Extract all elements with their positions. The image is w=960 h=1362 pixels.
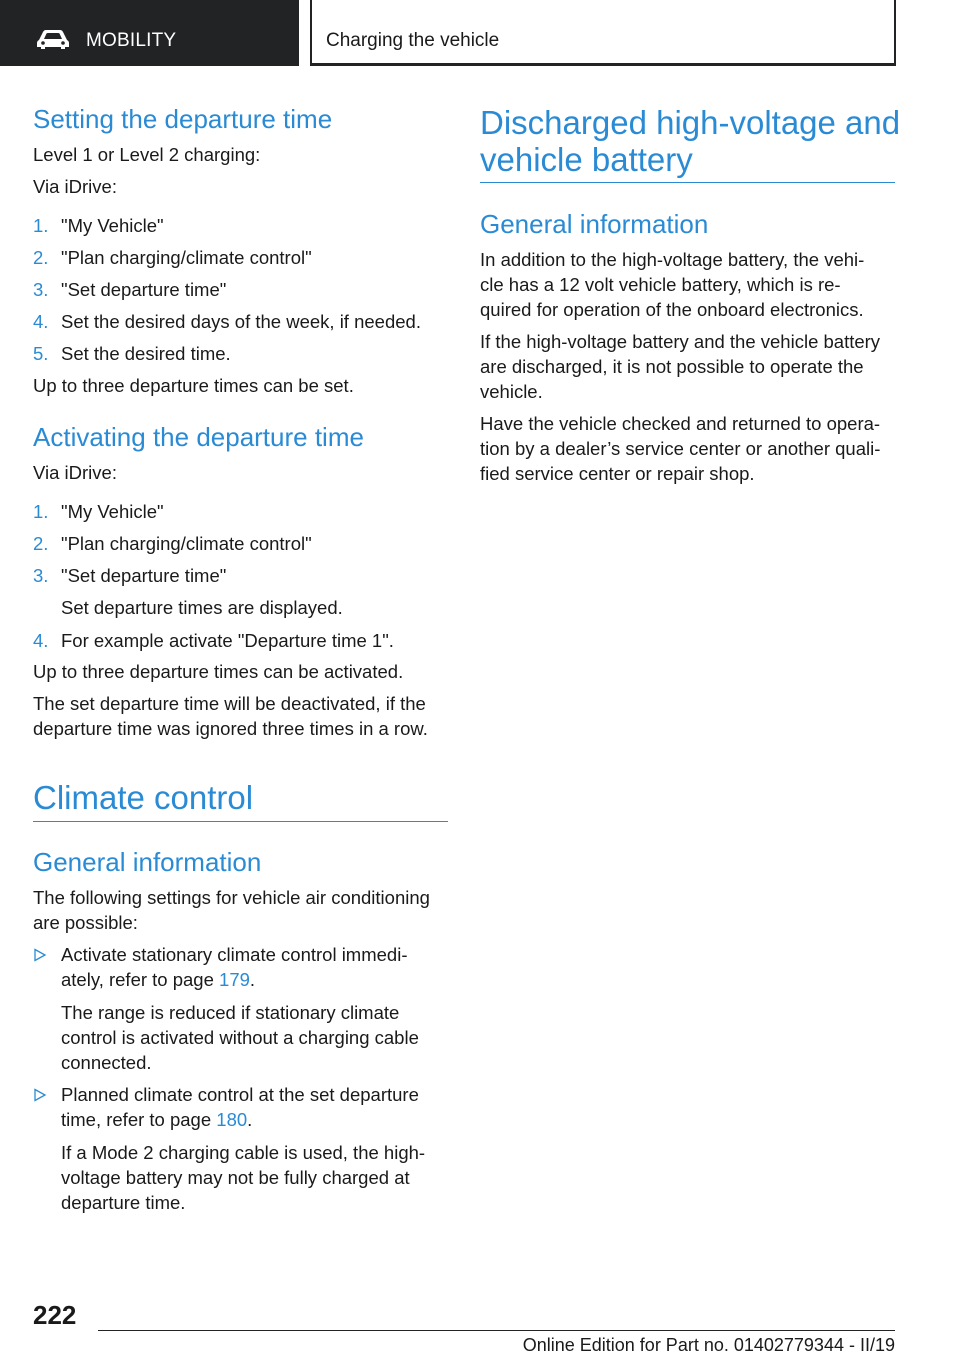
discharged-battery-title-line2: vehicle battery bbox=[480, 141, 693, 178]
activating-para-1: Up to three departure times can be activated. bbox=[33, 661, 404, 682]
setting-intro-2: Via iDrive: bbox=[33, 176, 117, 197]
bullet-note: If a Mode 2 charging cable is used, the high- bbox=[61, 1142, 426, 1163]
bullet-text-line2 bbox=[61, 967, 255, 992]
header-chapter-box bbox=[310, 0, 896, 66]
climate-general-info-heading: General information bbox=[33, 847, 262, 877]
para-line: vehicle. bbox=[480, 381, 543, 402]
bullet-text-prefix: ately, refer to page bbox=[61, 969, 220, 990]
step-number: 2. bbox=[33, 533, 49, 554]
para-line: In addition to the high-voltage battery, the vehi- bbox=[480, 249, 865, 270]
step-text: "Plan charging/climate control" bbox=[61, 247, 312, 268]
step-number: 2. bbox=[33, 247, 49, 268]
battery-para-3 bbox=[480, 411, 895, 486]
step-number: 5. bbox=[33, 343, 49, 364]
step-text: "My Vehicle" bbox=[61, 501, 164, 522]
bullet-text-line2 bbox=[61, 1107, 252, 1132]
step-text: "My Vehicle" bbox=[61, 215, 164, 236]
bullet-note: connected. bbox=[61, 1052, 152, 1073]
header-section-tab bbox=[0, 0, 299, 66]
activating-departure-heading: Activating the departure time bbox=[33, 422, 364, 452]
bullet-text-prefix: time, refer to page bbox=[61, 1109, 217, 1130]
para-line: fied service center or repair shop. bbox=[480, 463, 755, 484]
battery-general-info-heading: General information bbox=[480, 209, 709, 239]
setting-outro: Up to three departure times can be set. bbox=[33, 375, 354, 396]
activating-intro: Via iDrive: bbox=[33, 462, 117, 483]
step-text: Set the desired time. bbox=[61, 343, 231, 364]
step-text: "Set departure time" bbox=[61, 565, 227, 586]
para-line: If the high-voltage battery and the vehicle battery bbox=[480, 331, 881, 352]
step-number: 1. bbox=[33, 501, 49, 522]
bullet-note: voltage battery may not be fully charged at bbox=[61, 1167, 410, 1188]
bullet-text: Planned climate control at the set departure bbox=[61, 1084, 419, 1105]
page-reference-link[interactable]: 179 bbox=[219, 969, 250, 990]
bullet-text: Activate stationary climate control immedi- bbox=[61, 944, 408, 965]
footer-edition: Online Edition for Part no. 01402779344 - II/19 bbox=[522, 1335, 895, 1355]
page-reference-link[interactable]: 180 bbox=[216, 1109, 248, 1130]
bullet-note: control is activated without a charging cable bbox=[61, 1027, 419, 1048]
battery-para-1 bbox=[480, 247, 895, 322]
discharged-title-rule bbox=[480, 182, 895, 183]
step-text: "Set departure time" bbox=[61, 279, 227, 300]
battery-para-2 bbox=[480, 329, 895, 404]
climate-title-rule bbox=[33, 821, 448, 822]
bullet-text-suffix: . bbox=[249, 969, 256, 990]
activating-step-note: Set departure times are displayed. bbox=[61, 597, 343, 618]
para-line: tion by a dealer’s service center or another quali- bbox=[480, 438, 881, 459]
header-section-label: MOBILITY bbox=[86, 30, 177, 51]
setting-departure-heading: Setting the departure time bbox=[33, 104, 333, 134]
step-number: 4. bbox=[33, 311, 49, 332]
step-number: 4. bbox=[33, 630, 49, 651]
page-number: 222 bbox=[33, 1300, 77, 1330]
step-text: For example activate "Departure time 1". bbox=[61, 630, 394, 651]
activating-para-2: The set departure time will be deactivated, if the departure time was ignored three times in a row. bbox=[33, 693, 428, 739]
header-chapter-label: Charging the vehicle bbox=[326, 30, 500, 51]
discharged-battery-title-line1: Discharged high-voltage and bbox=[480, 104, 901, 141]
climate-intro: The following settings for vehicle air conditioning are possible: bbox=[33, 887, 430, 933]
para-line: are discharged, it is not possible to operate the bbox=[480, 356, 864, 377]
step-number: 3. bbox=[33, 279, 49, 300]
footer-rule bbox=[98, 1330, 895, 1331]
bullet-note: departure time. bbox=[61, 1192, 186, 1213]
step-text: "Plan charging/climate control" bbox=[61, 533, 312, 554]
bullet-triangle-icon bbox=[33, 1088, 47, 1102]
step-text: Set the desired days of the week, if needed. bbox=[61, 311, 421, 332]
bullet-triangle-icon bbox=[33, 948, 47, 962]
setting-intro-1: Level 1 or Level 2 charging: bbox=[33, 144, 261, 165]
para-line: cle has a 12 volt vehicle battery, which is re- bbox=[480, 274, 841, 295]
car-icon bbox=[36, 28, 70, 50]
climate-control-title: Climate control bbox=[33, 779, 254, 816]
step-number: 1. bbox=[33, 215, 49, 236]
para-line: Have the vehicle checked and returned to opera- bbox=[480, 413, 881, 434]
para-line: quired for operation of the onboard electronics. bbox=[480, 299, 864, 320]
bullet-note: The range is reduced if stationary climate bbox=[61, 1002, 400, 1023]
bullet-text-suffix: . bbox=[247, 1109, 253, 1130]
step-number: 3. bbox=[33, 565, 49, 586]
